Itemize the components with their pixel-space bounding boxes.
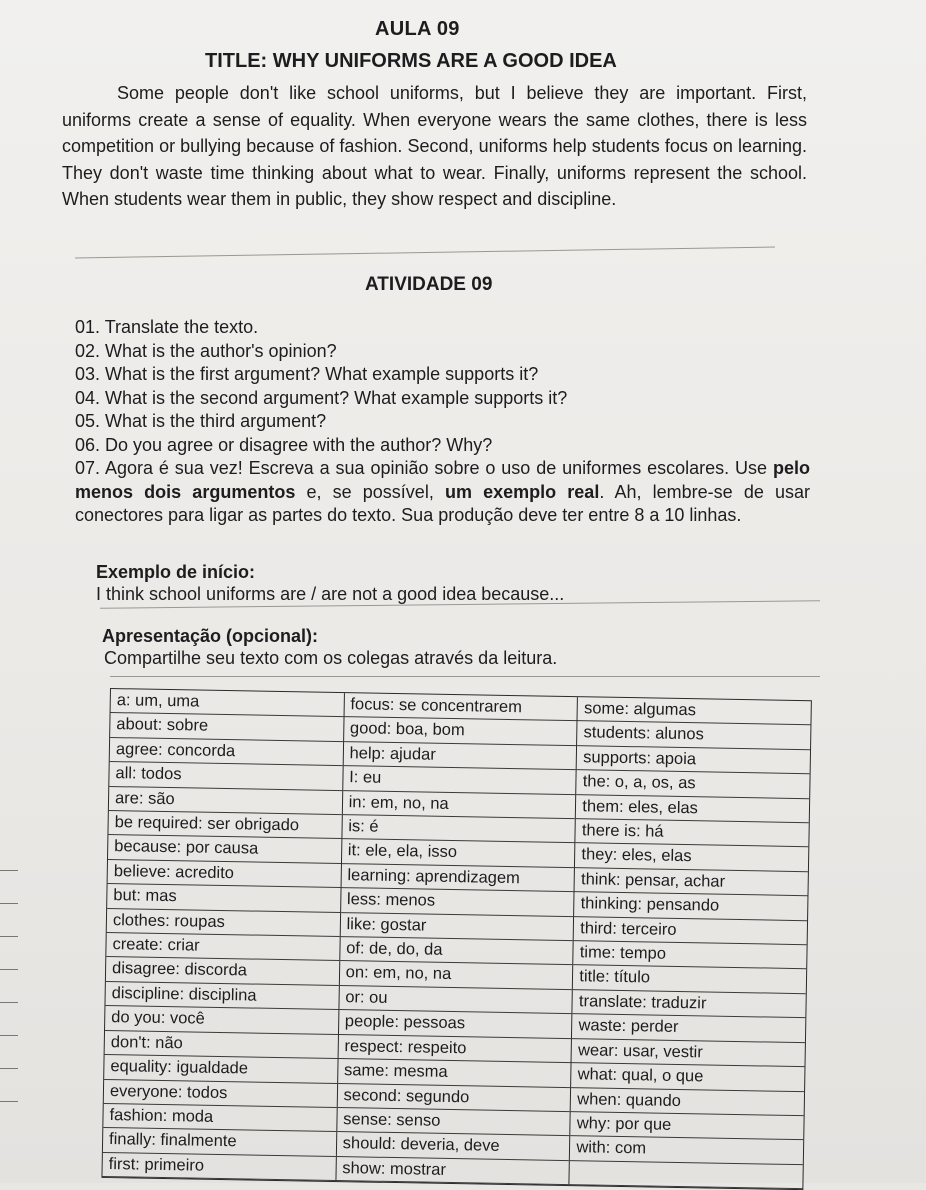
glossary-cell: wear: usar, vestir — [572, 1039, 805, 1067]
text-title: TITLE: WHY UNIFORMS ARE A GOOD IDEA — [205, 50, 617, 72]
glossary-cell: discipline: disciplina — [105, 982, 338, 1010]
glossary-cell: title: título — [573, 966, 806, 994]
example-label: Exemplo de início: — [96, 562, 256, 582]
divider-line — [75, 247, 775, 259]
glossary-cell: respect: respeito — [338, 1035, 571, 1063]
question-item-07 — [75, 457, 810, 528]
glossary-cell: sense: senso — [337, 1108, 570, 1136]
glossary-cell: think: pensar, achar — [575, 868, 808, 896]
glossary-cell: are: são — [109, 787, 342, 815]
glossary-cell: clothes: roupas — [107, 909, 340, 937]
glossary-cell: on: em, no, na — [340, 962, 573, 990]
divider-line — [110, 676, 820, 677]
glossary-cell: why: por que — [571, 1112, 804, 1140]
q7-text: 07. Agora é sua vez! Escreva a sua opinião sobre o uso de uniformes escolares. Use — [75, 458, 773, 478]
glossary-cell: learning: aprendizagem — [341, 864, 574, 892]
glossary-table — [101, 688, 811, 1190]
glossary-cell: the: o, a, os, as — [577, 770, 810, 798]
glossary-cell: don't: não — [105, 1031, 338, 1059]
glossary-cell: people: pessoas — [339, 1010, 572, 1038]
q7-text: e, se possível, — [295, 481, 445, 502]
glossary-cell: do you: você — [105, 1006, 338, 1034]
presentation-text: Compartilhe seu texto com os colegas através da leitura. — [104, 648, 558, 668]
glossary-cell: of: de, do, da — [340, 937, 573, 965]
glossary-cell: there is: há — [576, 819, 809, 847]
glossary-cell: disagree: discorda — [106, 957, 339, 985]
glossary-cell: fashion: moda — [103, 1104, 336, 1132]
presentation-label: Apresentação (opcional): — [102, 626, 319, 646]
activity-title: ATIVIDADE 09 — [365, 274, 493, 295]
question-item: 05. What is the third argument? — [75, 411, 327, 431]
glossary-cell: in: em, no, na — [342, 791, 575, 819]
question-item: 02. What is the author's opinion? — [75, 340, 337, 361]
glossary-cell: I: eu — [343, 766, 576, 794]
glossary-cell: less: menos — [341, 888, 574, 916]
glossary-cell: second: segundo — [337, 1084, 570, 1112]
reading-paragraph: Some people don't like school uniforms, but I believe they are important. First, uniforms create a sense of equality. When everyone wears the same clothes, there is less competition or bullying because of fashion. Second, uniforms help students focus on learning. They don't waste time thinking about what to wear. Finally, uniforms represent the school. When students wear them in public, they show respect and discipline. — [62, 83, 807, 209]
glossary-column-1 — [102, 689, 344, 1181]
q7-text: . Ah, lembre-se de usar conectores para ligar as partes do texto. Sua produção deve ter entre 8 a 10 linhas. — [75, 481, 810, 525]
glossary-cell: or: ou — [339, 986, 572, 1014]
glossary-cell: like: gostar — [340, 913, 573, 941]
glossary-cell: students: alunos — [577, 722, 810, 750]
lesson-number: AULA 09 — [375, 18, 460, 40]
glossary-cell: but: mas — [107, 884, 340, 912]
glossary-cell: create: criar — [106, 933, 339, 961]
glossary-cell: first: primeiro — [102, 1153, 335, 1181]
glossary-cell: third: terceiro — [574, 917, 807, 945]
glossary-cell: equality: igualdade — [104, 1055, 337, 1083]
glossary-cell: believe: acredito — [108, 860, 341, 888]
glossary-cell: agree: concorda — [110, 738, 343, 766]
glossary-cell: should: deveria, deve — [337, 1132, 570, 1160]
glossary-cell: waste: perder — [572, 1014, 805, 1042]
glossary-cell: a: um, uma — [111, 689, 344, 717]
question-item: 04. What is the second argument? What example supports it? — [75, 387, 568, 408]
glossary-cell: focus: se concentrarem — [344, 693, 577, 721]
glossary-cell: thinking: pensando — [574, 892, 807, 920]
glossary-cell: all: todos — [109, 762, 342, 790]
glossary-cell: supports: apoia — [577, 746, 810, 774]
glossary-cell: they: eles, elas — [575, 844, 808, 872]
glossary-cell: be required: ser obrigado — [108, 811, 341, 839]
q7-bold-arguments: pelo menos dois argumentos — [75, 458, 810, 502]
glossary-cell: time: tempo — [574, 941, 807, 969]
glossary-cell: when: quando — [571, 1088, 804, 1116]
glossary-cell: about: sobre — [110, 713, 343, 741]
glossary-cell: with: com — [570, 1136, 803, 1164]
glossary-column-3 — [570, 697, 811, 1189]
glossary-cell: finally: finalmente — [103, 1128, 336, 1156]
glossary-cell: translate: traduzir — [573, 990, 806, 1018]
question-item: 06. Do you agree or disagree with the author? Why? — [75, 434, 493, 455]
glossary-cell: everyone: todos — [104, 1079, 337, 1107]
glossary-cell: help: ajudar — [343, 742, 576, 770]
question-list — [75, 316, 810, 528]
page-edge-marks — [0, 870, 20, 1170]
q7-bold-example: um exemplo real — [444, 481, 600, 502]
glossary-cell: them: eles, elas — [576, 795, 809, 823]
glossary-cell: same: mesma — [338, 1059, 571, 1087]
glossary-cell: what: qual, o que — [571, 1063, 804, 1091]
glossary-cell: because: por causa — [108, 835, 341, 863]
glossary-cell: good: boa, bom — [344, 717, 577, 745]
glossary-cell: some: algumas — [578, 697, 811, 725]
glossary-cell — [570, 1161, 803, 1189]
question-item: 03. What is the first argument? What example supports it? — [75, 364, 539, 384]
question-item: 01. Translate the texto. — [75, 317, 259, 337]
glossary-cell: it: ele, ela, isso — [342, 840, 575, 868]
reading-text — [62, 80, 807, 213]
glossary-column-2 — [336, 693, 578, 1185]
example-text: I think school uniforms are / are not a good idea because... — [96, 584, 565, 604]
glossary-cell: show: mostrar — [336, 1157, 569, 1185]
glossary-cell: is: é — [342, 815, 575, 843]
